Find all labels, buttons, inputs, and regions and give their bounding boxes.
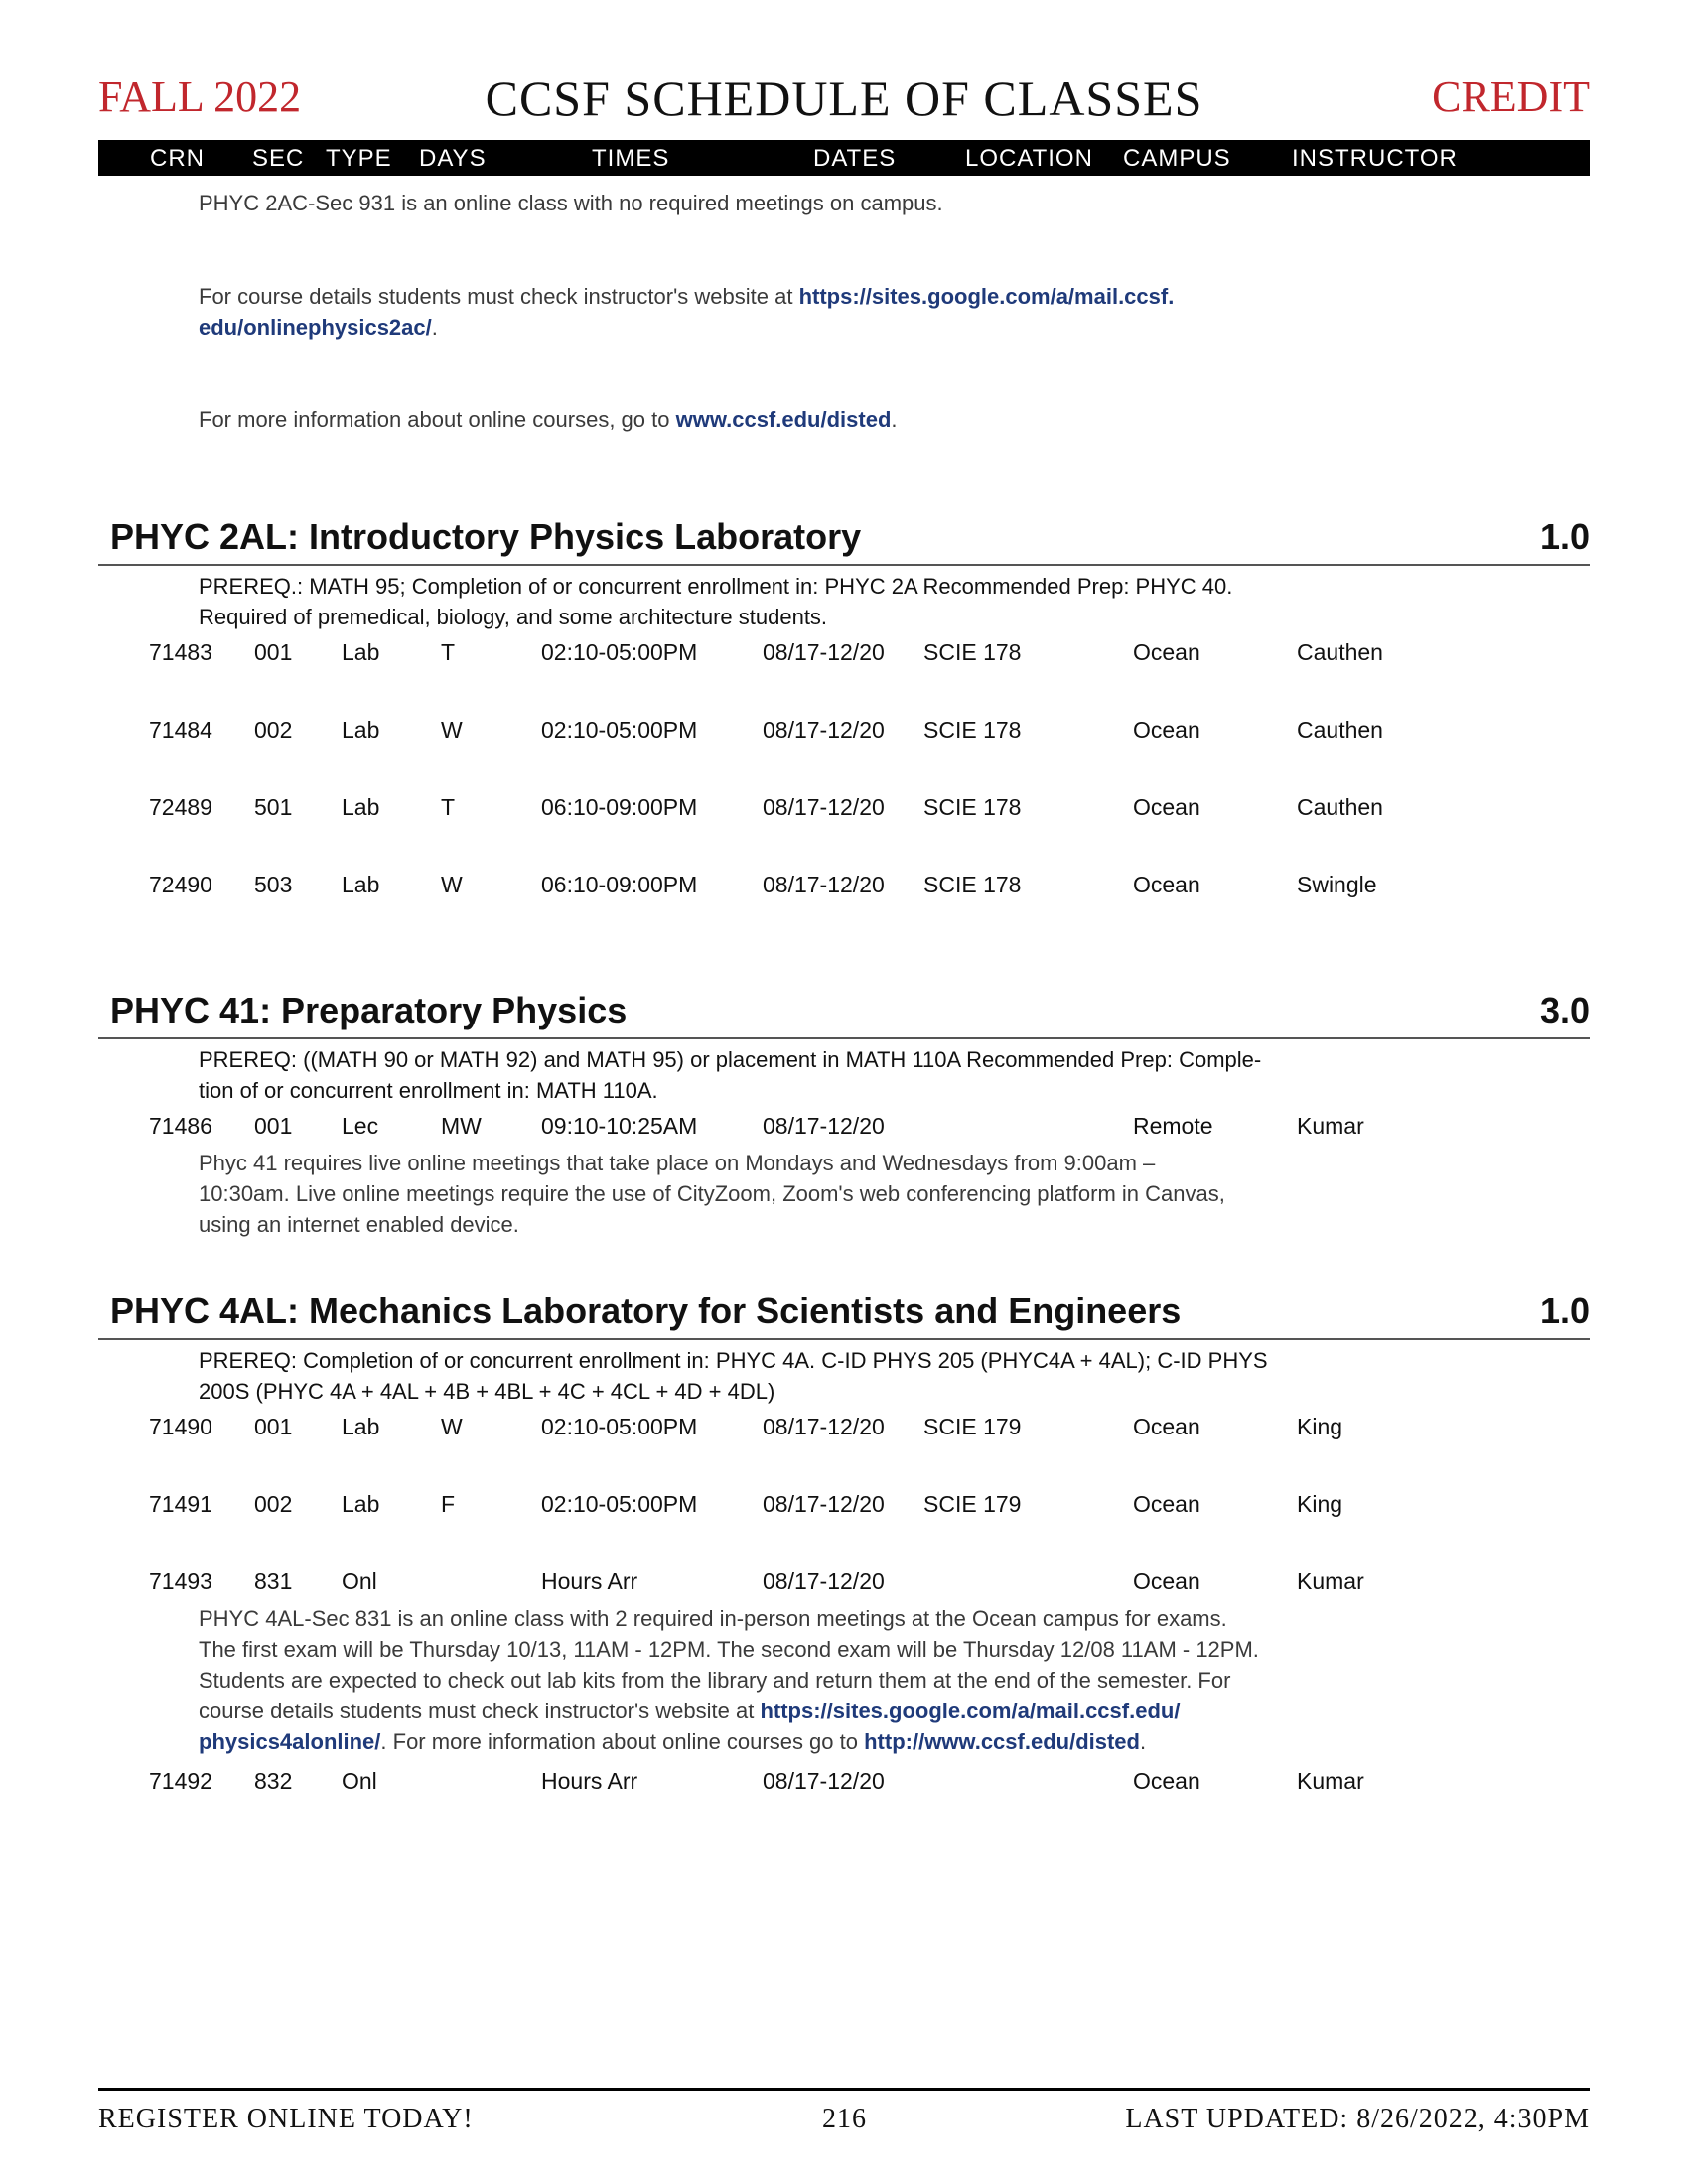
campus-cell: Ocean <box>1133 1569 1200 1594</box>
crn-cell: 71492 <box>149 1768 212 1794</box>
col-dates: DATES <box>813 145 897 172</box>
note-line: 10:30am. Live online meetings require the use of CityZoom, Zoom's web conferencing platform in Canvas, <box>199 1181 1225 1206</box>
col-campus: CAMPUS <box>1123 145 1231 172</box>
table-row <box>0 639 1688 669</box>
footer-divider <box>98 2088 1590 2091</box>
term-label: FALL 2022 <box>98 72 302 121</box>
sec-cell: 001 <box>254 639 293 665</box>
prereq-line: PREREQ: Completion of or concurrent enrollment in: PHYC 4A. C-ID PHYS 205 (PHYC4A + 4AL); C-ID PHYS <box>199 1348 1268 1373</box>
note-text: . <box>1139 1729 1147 1754</box>
days-cell: W <box>441 1414 463 1439</box>
section-divider <box>98 1338 1590 1340</box>
times-cell: 02:10-05:00PM <box>541 1414 698 1439</box>
table-row <box>0 717 1688 747</box>
instructor-cell: King <box>1297 1491 1343 1517</box>
online-note-text: PHYC 2AC-Sec 931 is an online class with no required meetings on campus. <box>199 191 943 215</box>
instructor-website-link[interactable]: https://sites.google.com/a/mail.ccsf. <box>798 284 1175 309</box>
type-cell: Lab <box>342 794 380 820</box>
crn-cell: 71483 <box>149 639 212 665</box>
campus-cell: Ocean <box>1133 872 1200 897</box>
col-days: DAYS <box>419 145 487 172</box>
register-online-label: REGISTER ONLINE TODAY! <box>98 2104 474 2134</box>
note-line: using an internet enabled device. <box>199 1212 519 1237</box>
times-cell: 02:10-05:00PM <box>541 639 698 665</box>
course-prereq <box>199 571 1331 632</box>
days-cell: F <box>441 1491 456 1517</box>
course-title: PHYC 4AL: Mechanics Laboratory for Scientists and Engineers <box>110 1291 1182 1331</box>
col-instructor: INSTRUCTOR <box>1292 145 1458 172</box>
location-cell: SCIE 179 <box>923 1414 1022 1439</box>
note-line <box>199 1696 1340 1726</box>
dates-cell: 08/17-12/20 <box>763 1113 885 1139</box>
table-row <box>0 1113 1688 1143</box>
crn-cell: 72490 <box>149 872 212 897</box>
instructor-cell: King <box>1297 1414 1343 1439</box>
more-info-note <box>199 404 898 435</box>
col-location: LOCATION <box>965 145 1093 172</box>
location-cell: SCIE 179 <box>923 1491 1022 1517</box>
sec-cell: 001 <box>254 1414 293 1439</box>
course-prereq <box>199 1044 1331 1106</box>
table-row <box>0 794 1688 824</box>
dates-cell: 08/17-12/20 <box>763 639 885 665</box>
table-row <box>0 1768 1688 1798</box>
section-divider <box>98 1037 1590 1039</box>
campus-cell: Ocean <box>1133 1491 1200 1517</box>
note-line: Phyc 41 requires live online meetings that take place on Mondays and Wednesdays from 9:00am – <box>199 1151 1156 1175</box>
dates-cell: 08/17-12/20 <box>763 1491 885 1517</box>
days-cell: MW <box>441 1113 482 1139</box>
details-prefix: For course details students must check instructor's website at <box>199 284 799 309</box>
page-title: CCSF SCHEDULE OF CLASSES <box>485 70 1203 126</box>
instructor-cell: Kumar <box>1297 1768 1364 1794</box>
prereq-line: PREREQ: ((MATH 90 or MATH 92) and MATH 95) or placement in MATH 110A Recommended Prep: Comple- <box>199 1047 1262 1072</box>
column-header-bar <box>98 140 1590 176</box>
note-line: Students are expected to check out lab kits from the library and return them at the end of the semester. For <box>199 1668 1231 1693</box>
dates-cell: 08/17-12/20 <box>763 872 885 897</box>
sec-cell: 002 <box>254 1491 293 1517</box>
campus-cell: Ocean <box>1133 1414 1200 1439</box>
table-row <box>0 1569 1688 1598</box>
details-suffix: . <box>431 315 438 340</box>
more-info-prefix: For more information about online courses, go to <box>199 407 676 432</box>
instructor-cell: Cauthen <box>1297 639 1383 665</box>
course-title: PHYC 2AL: Introductory Physics Laboratory <box>110 516 862 557</box>
times-cell: 09:10-10:25AM <box>541 1113 698 1139</box>
note-text: course details students must check instructor's website at <box>199 1699 761 1723</box>
dates-cell: 08/17-12/20 <box>763 794 885 820</box>
times-cell: 02:10-05:00PM <box>541 717 698 743</box>
dates-cell: 08/17-12/20 <box>763 717 885 743</box>
campus-cell: Ocean <box>1133 717 1200 743</box>
col-times: TIMES <box>592 145 670 172</box>
times-cell: 02:10-05:00PM <box>541 1491 698 1517</box>
crn-cell: 71486 <box>149 1113 212 1139</box>
instructor-cell: Swingle <box>1297 872 1377 897</box>
note-text: . For more information about online courses go to <box>380 1729 865 1754</box>
times-cell: 06:10-09:00PM <box>541 794 698 820</box>
course-note <box>199 1148 1340 1240</box>
dates-cell: 08/17-12/20 <box>763 1414 885 1439</box>
crn-cell: 71491 <box>149 1491 212 1517</box>
crn-cell: 71493 <box>149 1569 212 1594</box>
type-cell: Onl <box>342 1569 377 1594</box>
days-cell: T <box>441 639 456 665</box>
times-cell: 06:10-09:00PM <box>541 872 698 897</box>
instructor-cell: Kumar <box>1297 1113 1364 1139</box>
col-sec: SEC <box>252 145 305 172</box>
dates-cell: 08/17-12/20 <box>763 1569 885 1594</box>
type-cell: Lab <box>342 872 380 897</box>
times-cell: Hours Arr <box>541 1569 638 1594</box>
course-units: 3.0 <box>1539 990 1590 1030</box>
crn-cell: 71484 <box>149 717 212 743</box>
prereq-line: Required of premedical, biology, and some architecture students. <box>199 605 828 629</box>
course-details-note <box>199 281 1291 342</box>
type-cell: Lec <box>342 1113 379 1139</box>
sec-cell: 501 <box>254 794 293 820</box>
location-cell: SCIE 178 <box>923 639 1022 665</box>
prereq-line: tion of or concurrent enrollment in: MATH 110A. <box>199 1078 658 1103</box>
location-cell: SCIE 178 <box>923 794 1022 820</box>
sec-cell: 831 <box>254 1569 293 1594</box>
course-units: 1.0 <box>1539 1291 1590 1331</box>
instructor-cell: Kumar <box>1297 1569 1364 1594</box>
sec-cell: 001 <box>254 1113 293 1139</box>
crn-cell: 71490 <box>149 1414 212 1439</box>
course-title: PHYC 41: Preparatory Physics <box>110 990 628 1030</box>
table-row <box>0 872 1688 901</box>
type-cell: Lab <box>342 717 380 743</box>
instructor-website-link-cont[interactable]: physics4alonline/ <box>199 1729 381 1754</box>
times-cell: Hours Arr <box>541 1768 638 1794</box>
online-class-note <box>199 188 943 218</box>
campus-cell: Ocean <box>1133 639 1200 665</box>
disted-link[interactable]: www.ccsf.edu/disted <box>675 407 892 432</box>
last-updated-label: LAST UPDATED: 8/26/2022, 4:30PM <box>1125 2104 1590 2134</box>
campus-cell: Remote <box>1133 1113 1213 1139</box>
crn-cell: 72489 <box>149 794 212 820</box>
type-cell: Onl <box>342 1768 377 1794</box>
campus-cell: Ocean <box>1133 794 1200 820</box>
col-crn: CRN <box>150 145 205 172</box>
location-cell: SCIE 178 <box>923 872 1022 897</box>
section-divider <box>98 564 1590 566</box>
type-cell: Lab <box>342 639 380 665</box>
campus-cell: Ocean <box>1133 1768 1200 1794</box>
note-line: The first exam will be Thursday 10/13, 11AM - 12PM. The second exam will be Thursday 12/08 11AM - 12PM. <box>199 1637 1259 1662</box>
table-row <box>0 1414 1688 1443</box>
prereq-line: 200S (PHYC 4A + 4AL + 4B + 4BL + 4C + 4CL + 4D + 4DL) <box>199 1379 775 1404</box>
type-cell: Lab <box>342 1414 380 1439</box>
days-cell: W <box>441 872 463 897</box>
sec-cell: 503 <box>254 872 293 897</box>
days-cell: W <box>441 717 463 743</box>
instructor-website-link[interactable]: https://sites.google.com/a/mail.ccsf.edu/ <box>760 1699 1181 1723</box>
type-cell: Lab <box>342 1491 380 1517</box>
sec-cell: 002 <box>254 717 293 743</box>
more-info-suffix: . <box>891 407 898 432</box>
dates-cell: 08/17-12/20 <box>763 1768 885 1794</box>
disted-link[interactable]: http://www.ccsf.edu/disted <box>864 1729 1140 1754</box>
table-row <box>0 1491 1688 1521</box>
instructor-cell: Cauthen <box>1297 717 1383 743</box>
note-line <box>199 1726 1340 1757</box>
days-cell: T <box>441 794 456 820</box>
instructor-cell: Cauthen <box>1297 794 1383 820</box>
location-cell: SCIE 178 <box>923 717 1022 743</box>
note-line: PHYC 4AL-Sec 831 is an online class with 2 required in-person meetings at the Ocean campus for exams. <box>199 1606 1227 1631</box>
instructor-website-link-cont[interactable]: edu/onlinephysics2ac/ <box>199 315 432 340</box>
page-number: 216 <box>822 2104 867 2134</box>
prereq-line: PREREQ.: MATH 95; Completion of or concurrent enrollment in: PHYC 2A Recommended Prep: PHYC 40. <box>199 574 1233 599</box>
course-prereq <box>199 1345 1331 1407</box>
course-note <box>199 1603 1340 1757</box>
course-units: 1.0 <box>1539 516 1590 557</box>
col-type: TYPE <box>326 145 392 172</box>
sec-cell: 832 <box>254 1768 293 1794</box>
credit-label: CREDIT <box>1432 72 1590 121</box>
